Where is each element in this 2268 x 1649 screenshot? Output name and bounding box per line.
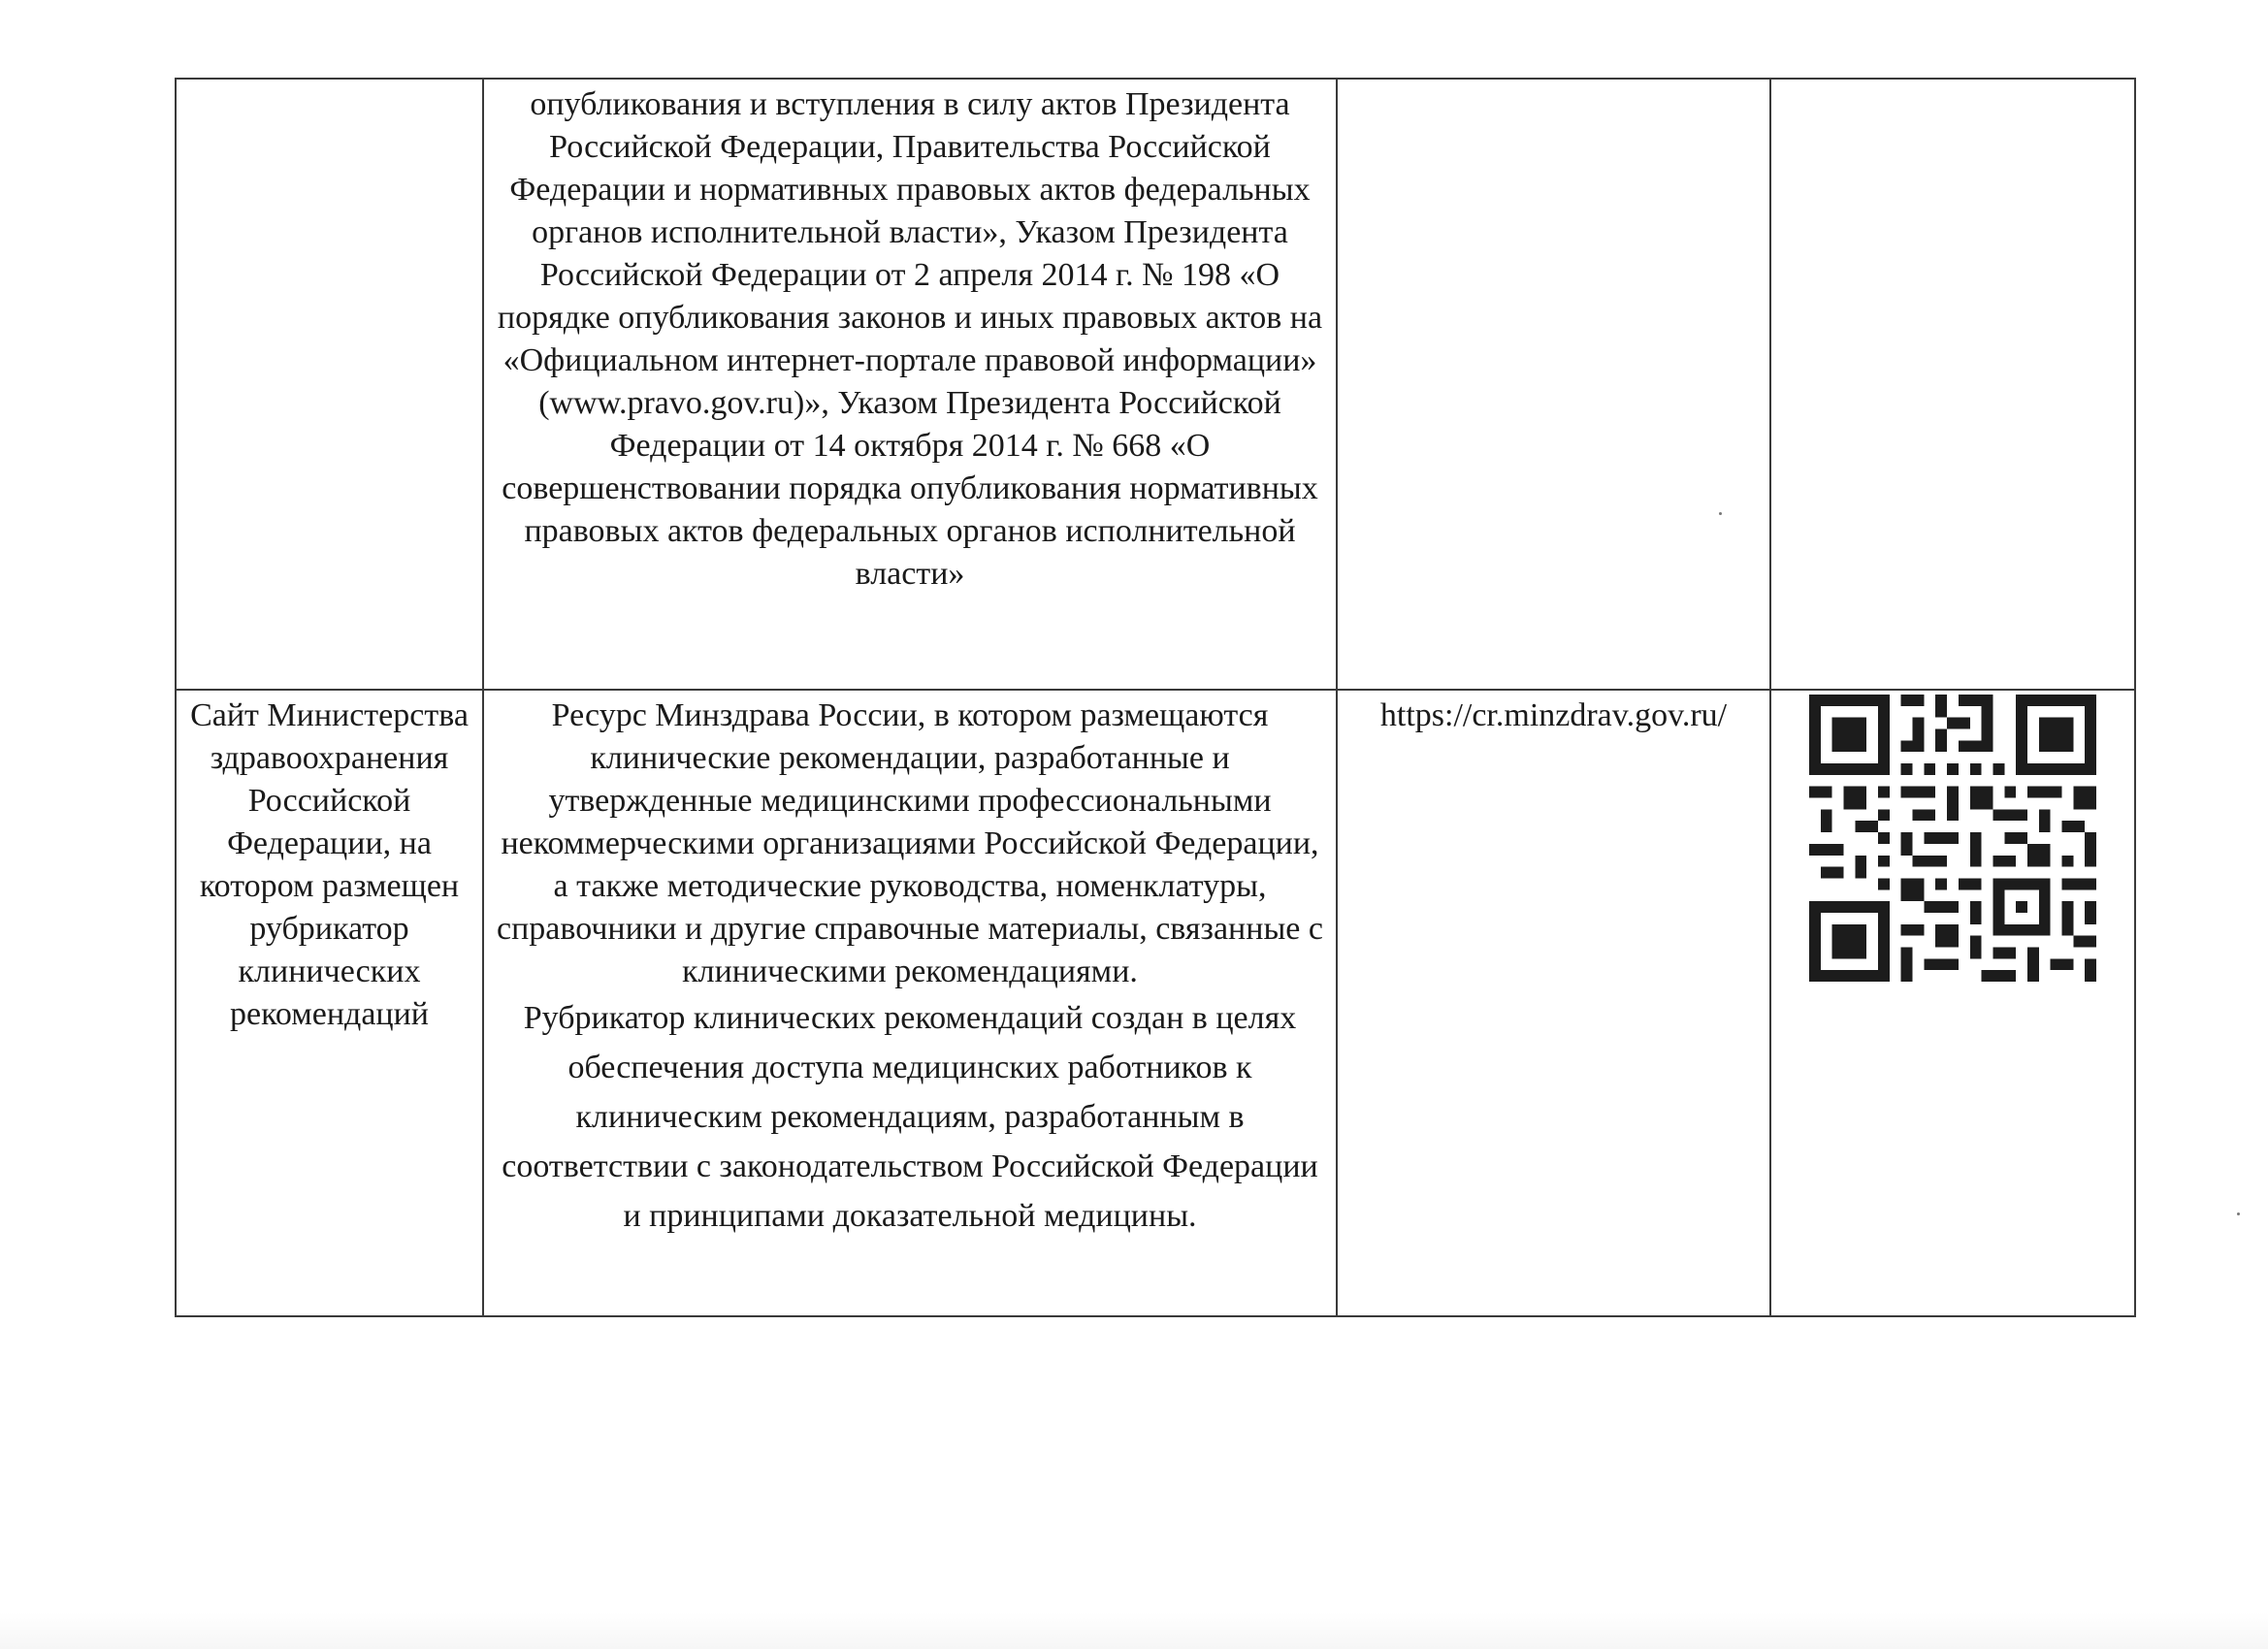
scan-speck [1719,512,1722,515]
name-cell-empty [176,79,483,690]
scan-speck [2237,1212,2240,1215]
resource-name-cell: Сайт Министерства здравоохранения Российской Федерации, на котором размещен рубрикатор клинических рекомендаций [176,690,483,1316]
description-cell: опубликования и вступления в силу актов Президента Российской Федерации, Правительства Российской Федерации и нормативных правовых актов федеральных органов исполнительной власти», Указом Президента Российской Федерации от 2 апреля 2014 г. № 198 «О порядке опубликования законов и иных правовых актов на «Официальном интернет-портале правовой информации» (www.pravo.gov.ru)», Указом Президента Российской Федерации от 14 октября 2014 г. № 668 «О совершенствовании порядка опубликования нормативных правовых актов федеральных органов исполнительной власти» [483,79,1337,690]
description-paragraph: Ресурс Минздрава России, в котором размещаются клинические рекомендации, разработанные и утвержденные медицинскими профессиональными некоммерческими организациями Российской Федерации, а также методические руководства, номенклатуры, справочники и другие справочные материалы, связанные с клиническими рекомендациями. [497,697,1323,989]
qr-cell-empty [1770,79,2135,690]
table-row [176,690,2135,1316]
description-paragraph: Рубрикатор клинических рекомендаций создан в целях обеспечения доступа медицинских работников к клиническим рекомендациям, разработанным в соответствии с законодательством Российской Федерации и принципами доказательной медицины. [502,1000,1318,1234]
page-bottom-edge [0,1612,2268,1649]
qr-cell [1770,690,2135,1316]
description-cell [483,690,1337,1316]
table-row [176,79,2135,690]
resource-url[interactable]: https://cr.minzdrav.gov.ru/ [1337,690,1770,1316]
qr-code-icon[interactable] [1809,695,2096,982]
resources-table [175,78,2136,1317]
link-cell-empty [1337,79,1770,690]
